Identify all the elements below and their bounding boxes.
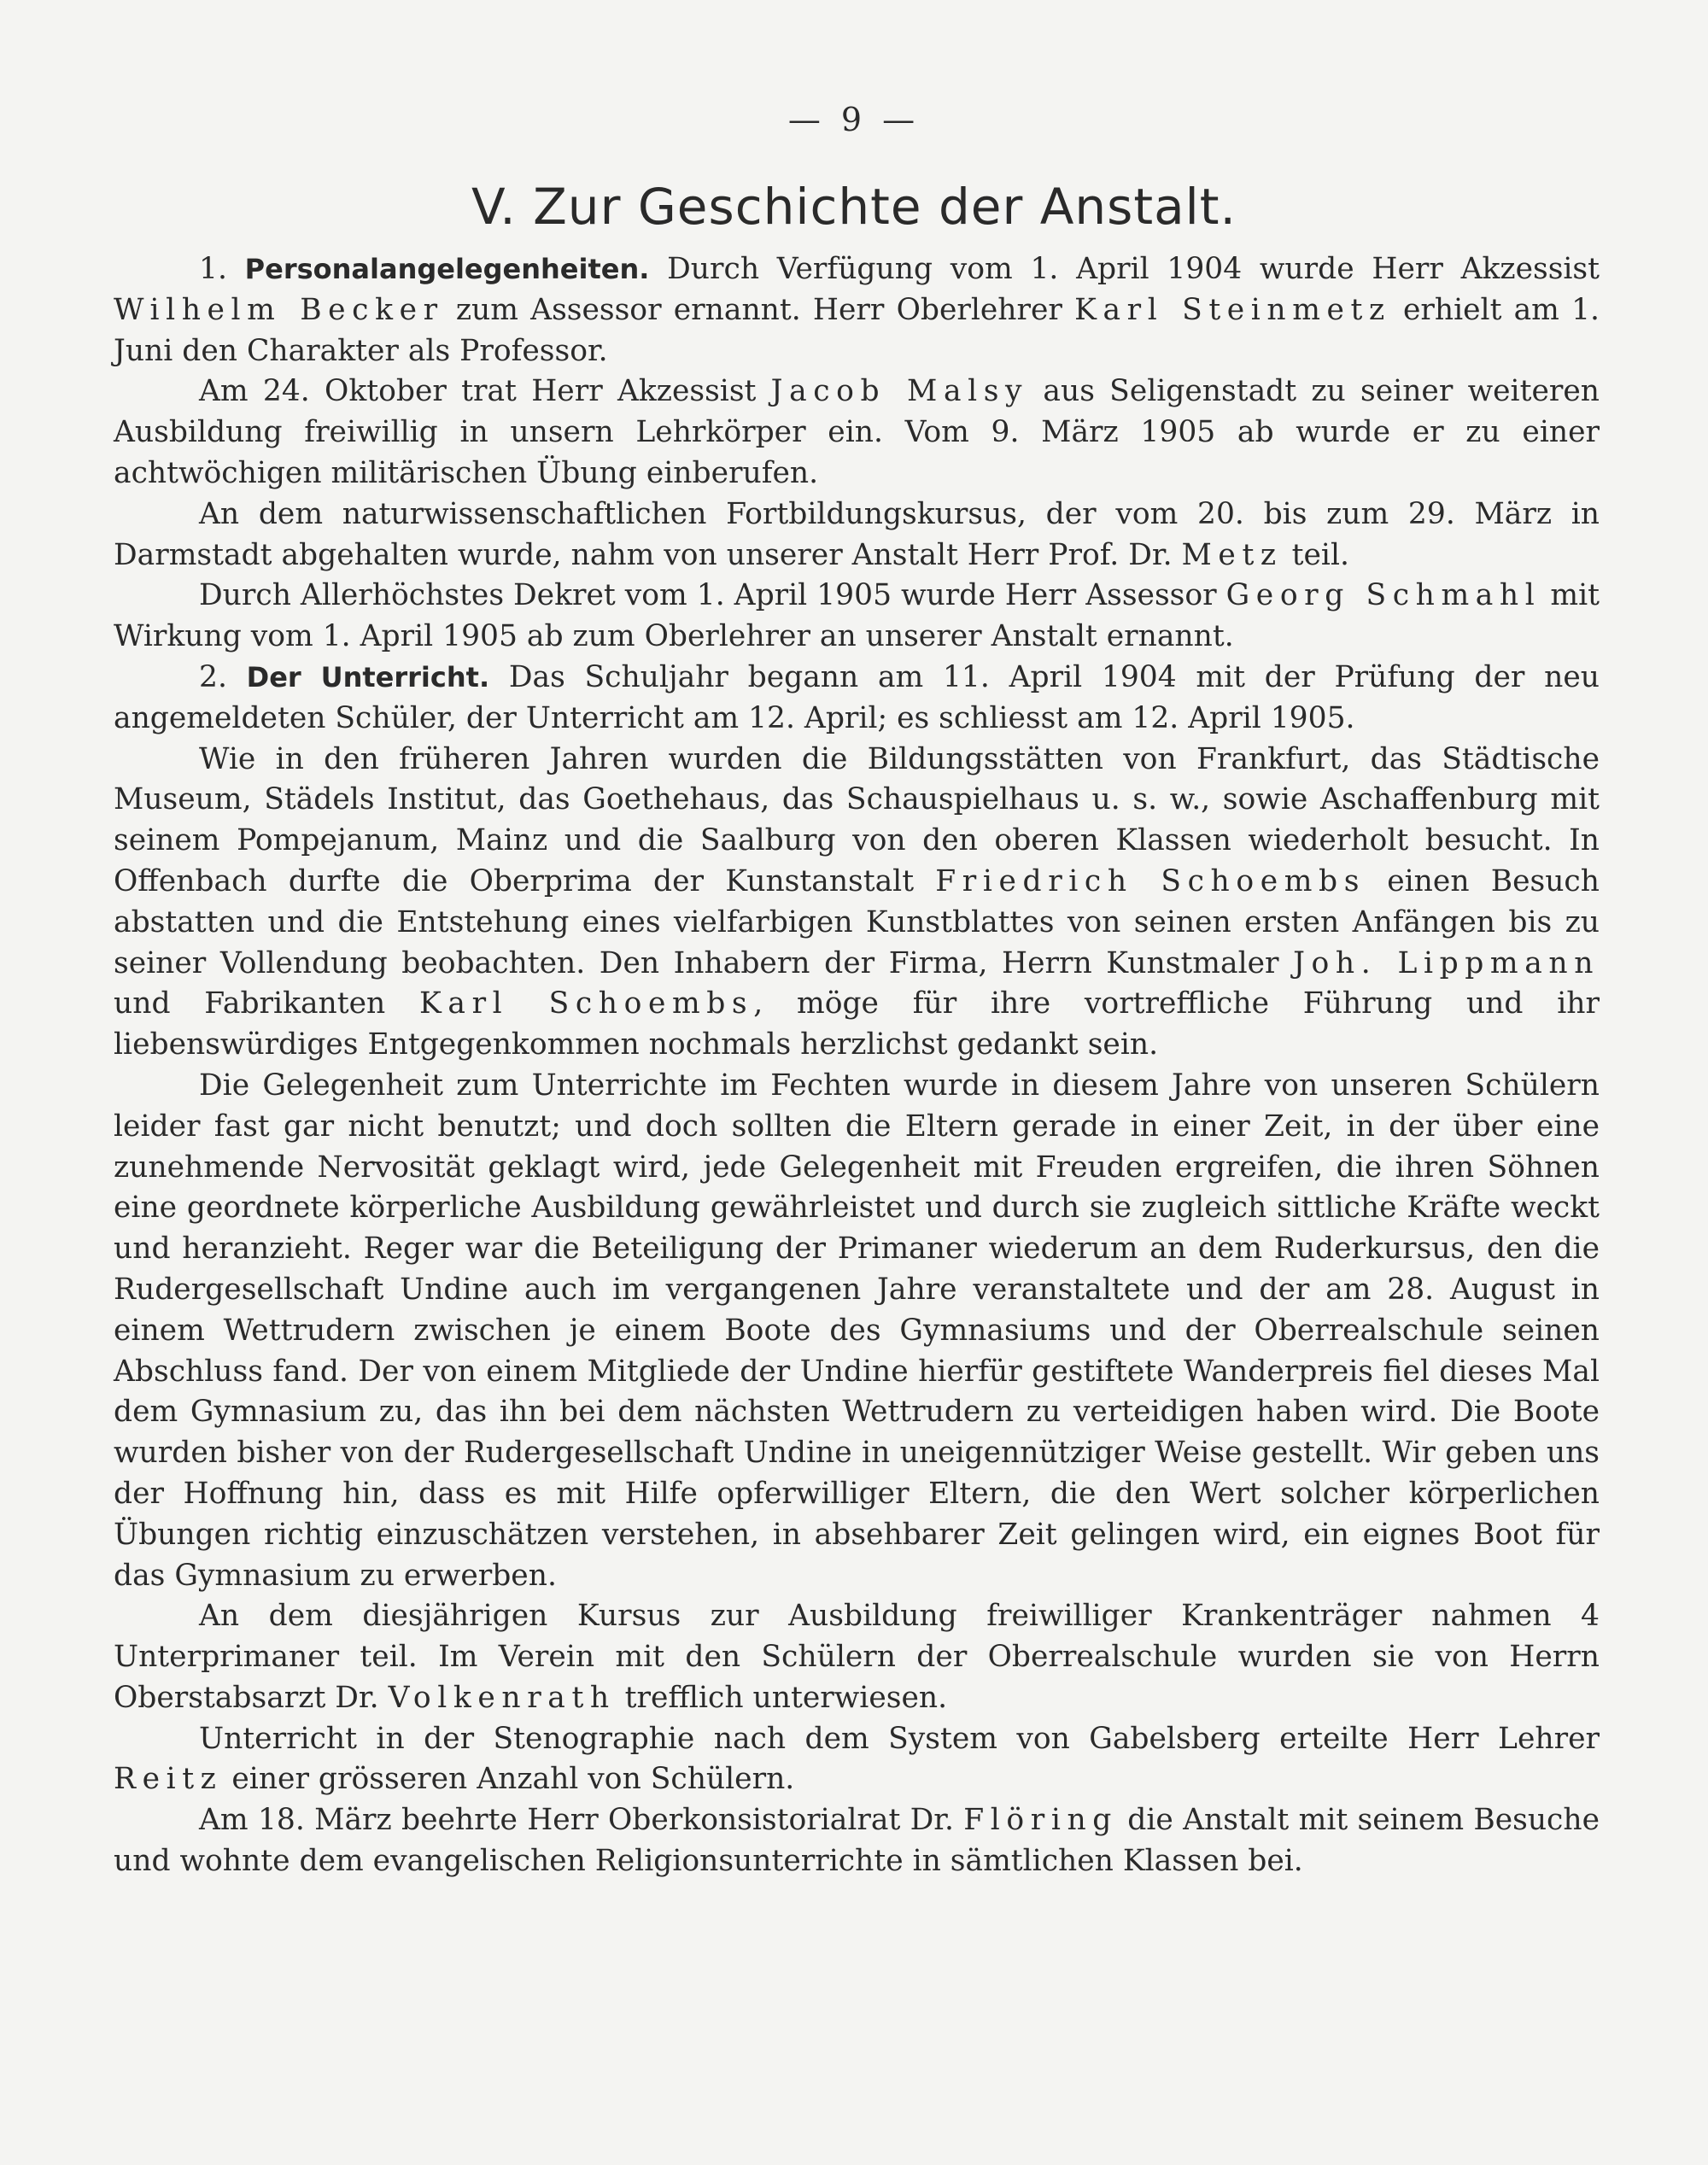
- spaced-name: Joh. Lippmann: [1293, 945, 1600, 980]
- paragraph: [114, 372, 1600, 494]
- text-run: 2.: [199, 659, 247, 694]
- paragraph: [114, 576, 1600, 658]
- text-run: und Fabrikanten: [114, 986, 420, 1021]
- spaced-name: Jacob Malsy: [770, 374, 1029, 409]
- page-number: — 9 —: [787, 101, 921, 138]
- spaced-name: Friedrich Schoembs: [935, 863, 1366, 898]
- spaced-name: Karl Schoembs: [419, 986, 754, 1021]
- text-run: An dem diesjährigen Kursus zur Ausbildung freiwilliger Krankenträger nahmen 4 Unterprimaner teil. Im Verein mit den Schülern der Oberrealschule wurden sie von Herrn Oberstabsarzt Dr.: [114, 1599, 1600, 1715]
- text-run: erhielt am 1. Juni den Charakter als Professor.: [114, 292, 1600, 368]
- paragraph: [114, 1800, 1600, 1882]
- text-run: einen Besuch abstatten und die Entstehung eines vielfarbigen Kunstblattes von seinen ersten Anfängen bis zu seiner Vollendung beobachten. Den Inhabern der Firma, Herrn Kunstmaler: [114, 863, 1600, 980]
- spaced-name: Karl Steinmetz: [1074, 292, 1391, 327]
- text-run: Unterricht in der Stenographie nach dem System von Gabelsberg erteilte Herr Lehrer: [199, 1721, 1600, 1756]
- text-run: die Anstalt mit seinem Besuche und wohnte dem evangelischen Religionsunterrichte in sämtlichen Klassen bei.: [114, 1803, 1600, 1879]
- text-run: Wie in den früheren Jahren wurden die Bildungsstätten von Frankfurt, das Städtische Museum, Städels Institut, das Goethehaus, das Schauspielhaus u. s. w., sowie Aschaffenburg mit seinem Pompejanum, Mainz und die Saalburg von den oberen Klassen wiederholt besucht. In Offenbach durfte die Oberprima der Kunstanstalt: [114, 741, 1600, 898]
- section-title: V. Zur Geschichte der Anstalt.: [471, 178, 1237, 236]
- text-run: Am 24. Oktober trat Herr Akzessist: [199, 374, 771, 409]
- paragraph: [114, 494, 1600, 576]
- spaced-name: Wilhelm Becker: [114, 292, 444, 327]
- text-run: teil.: [1282, 537, 1349, 572]
- text-run: aus Seligenstadt zu seiner weiteren Ausbildung freiwillig in unsern Lehrkörper ein. Vom 9. März 1905 ab wurde er zu einer achtwöchigen militärischen Übung einberufen.: [114, 374, 1600, 490]
- paragraph: [114, 1719, 1600, 1801]
- text-run: , möge für ihre vortreffliche Führung und ihr liebenswürdiges Entgegenkommen nochmals herzlichst gedankt sein.: [114, 986, 1600, 1062]
- paragraph: [114, 658, 1600, 740]
- text-run: Durch Verfügung vom 1. April 1904 wurde Herr Akzessist: [649, 252, 1600, 286]
- text-run: Durch Allerhöchstes Dekret vom 1. April 1905 wurde Herr Assessor: [199, 578, 1226, 613]
- text-run: einer grösseren Anzahl von Schülern.: [222, 1762, 795, 1797]
- text-run: mit Wirkung vom 1. April 1905 ab zum Oberlehrer an unserer Anstalt ernannt.: [114, 578, 1600, 654]
- body-text: [114, 249, 1600, 1882]
- text-run: Am 18. März beehrte Herr Oberkonsistorialrat Dr.: [199, 1803, 964, 1838]
- text-run: trefflich unterwiesen.: [615, 1680, 948, 1715]
- text-run: zum Assessor ernannt. Herr Oberlehrer: [443, 292, 1075, 327]
- paragraph: [114, 1596, 1600, 1718]
- text-run: 1.: [199, 252, 245, 286]
- text-run: Das Schuljahr begann am 11. April 1904 mit der Prüfung der neu angemeldeten Schüler, der Unterricht am 12. April; es schliesst am 12. April 1905.: [114, 659, 1600, 735]
- spaced-name: Flöring: [963, 1803, 1118, 1838]
- spaced-name: Volkenrath: [388, 1680, 616, 1715]
- text-run: An dem naturwissenschaftlichen Fortbildungskursus, der vom 20. bis zum 29. März in Darmstadt abgehalten wurde, nahm von unserer Anstalt Herr Prof. Dr.: [114, 496, 1600, 572]
- text-run: Die Gelegenheit zum Unterrichte im Fechten wurde in diesem Jahre von unseren Schülern leider fast gar nicht benutzt; und doch sollten die Eltern gerade in einer Zeit, in der über eine zunehmende Nervosität geklagt wird, jede Gelegenheit mit Freuden ergreifen, die ihren Söhnen eine geordnete körperliche Ausbildung gewährleistet und durch sie zugleich sittliche Kräfte weckt und heranzieht. Reger war die Beteiligung der Primaner wiederum an dem Ruderkursus, den die Rudergesellschaft Undine auch im vergangenen Jahre veranstaltete und der am 28. August in einem Wettrudern zwischen je einem Boote des Gymnasiums und der Oberrealschule seinen Abschluss fand. Der von einem Mitgliede der Undine hierfür gestiftete Wanderpreis fiel dieses Mal dem Gymnasium zu, das ihn bei dem nächsten Wettrudern zu verteidigen haben wird. Die Boote wurden bisher von der Rudergesellschaft Undine in uneigennütziger Weise gestellt. Wir geben uns der Hoffnung hin, dass es mit Hilfe opferwilliger Eltern, die den Wert solcher körperlichen Übungen richtig einzuschätzen verstehen, in absehbarer Zeit gelingen wird, ein eignes Boot für das Gymnasium zu erwerben.: [114, 1068, 1600, 1593]
- paragraph: [114, 740, 1600, 1066]
- subsection-heading: Personalangelegenheiten.: [244, 253, 650, 285]
- spaced-name: Georg Schmahl: [1225, 578, 1541, 613]
- subsection-heading: Der Unterricht.: [246, 660, 490, 693]
- paragraph: [114, 249, 1600, 372]
- paragraph: [114, 1066, 1600, 1596]
- spaced-name: Metz: [1181, 537, 1283, 572]
- spaced-name: Reitz: [114, 1762, 223, 1797]
